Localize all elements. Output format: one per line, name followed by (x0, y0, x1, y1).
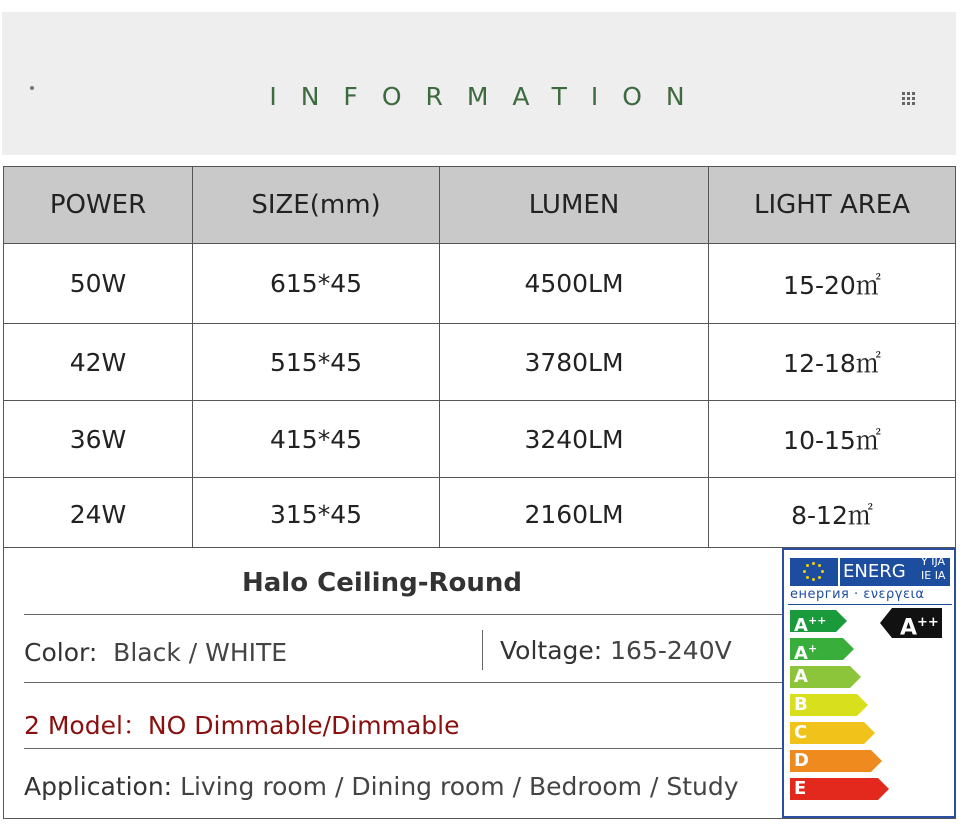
voltage-value: 165-240V (610, 636, 732, 665)
energ-suffix-top: Y IJA (921, 555, 946, 568)
table-row (4, 324, 956, 401)
model-value: NO Dimmable/Dimmable (147, 711, 460, 740)
color-label: Color: (24, 638, 98, 667)
application-value: Living room / Dining room / Bedroom / Study (180, 772, 739, 801)
column-header-size: SIZE(mm) (193, 167, 440, 244)
table-cell: 36W (4, 401, 193, 478)
table-cell: 15-20㎡ (709, 244, 956, 324)
column-header-power: POWER (4, 167, 193, 244)
table-row (4, 401, 956, 478)
table-cell: 42W (4, 324, 193, 401)
application-label: Application: (24, 772, 173, 801)
table-cell: 8-12㎡ (709, 478, 956, 551)
product-title: Halo Ceiling-Round (241, 568, 522, 598)
table-cell: 415*45 (193, 401, 440, 478)
energy-rating-arrow: A++ (892, 608, 942, 638)
table-cell: 50W (4, 244, 193, 324)
energy-class-bar: A++ (790, 610, 836, 632)
divider (24, 614, 784, 615)
section-title: INFORMATION (269, 82, 709, 111)
eu-flag-icon (790, 558, 838, 586)
divider (482, 630, 483, 670)
header-banner (2, 12, 956, 155)
divider (788, 604, 952, 605)
energy-class-bar: E (790, 778, 878, 800)
energy-class-bar: C (790, 722, 864, 744)
column-header-light-area: LIGHT AREA (709, 167, 956, 244)
model-row (24, 706, 460, 742)
table-cell: 24W (4, 478, 193, 551)
table-cell: 315*45 (193, 478, 440, 551)
energy-class-bar: B (790, 694, 857, 716)
energy-heading (840, 555, 950, 586)
spec-table (3, 166, 956, 551)
table-cell: 10-15㎡ (709, 401, 956, 478)
divider (24, 748, 784, 749)
table-cell: 515*45 (193, 324, 440, 401)
energy-class-bar: D (790, 750, 871, 772)
energ-suffix-bottom: IE IA (921, 569, 946, 582)
table-cell: 3240LM (440, 401, 709, 478)
energ-text: ENERG (843, 561, 906, 582)
table-cell: 3780LM (440, 324, 709, 401)
voltage-label: Voltage: (500, 636, 603, 665)
table-row (4, 244, 956, 324)
energy-languages: енергия · ενεργεια (790, 587, 925, 602)
voltage-row (500, 636, 732, 665)
color-row (24, 638, 287, 667)
table-cell: 2160LM (440, 478, 709, 551)
table-header-row (4, 167, 956, 244)
grid-icon (902, 92, 916, 106)
column-header-lumen: LUMEN (440, 167, 709, 244)
table-row (4, 478, 956, 551)
color-value: Black / WHITE (113, 638, 288, 667)
energy-label (782, 548, 956, 818)
table-cell: 615*45 (193, 244, 440, 324)
energy-class-bar: A+ (790, 638, 843, 660)
table-cell: 4500LM (440, 244, 709, 324)
application-row (24, 772, 739, 801)
table-cell: 12-18㎡ (709, 324, 956, 401)
divider (24, 682, 784, 683)
model-label: 2 Model： (24, 711, 148, 740)
energy-class-bar: A (790, 666, 850, 688)
